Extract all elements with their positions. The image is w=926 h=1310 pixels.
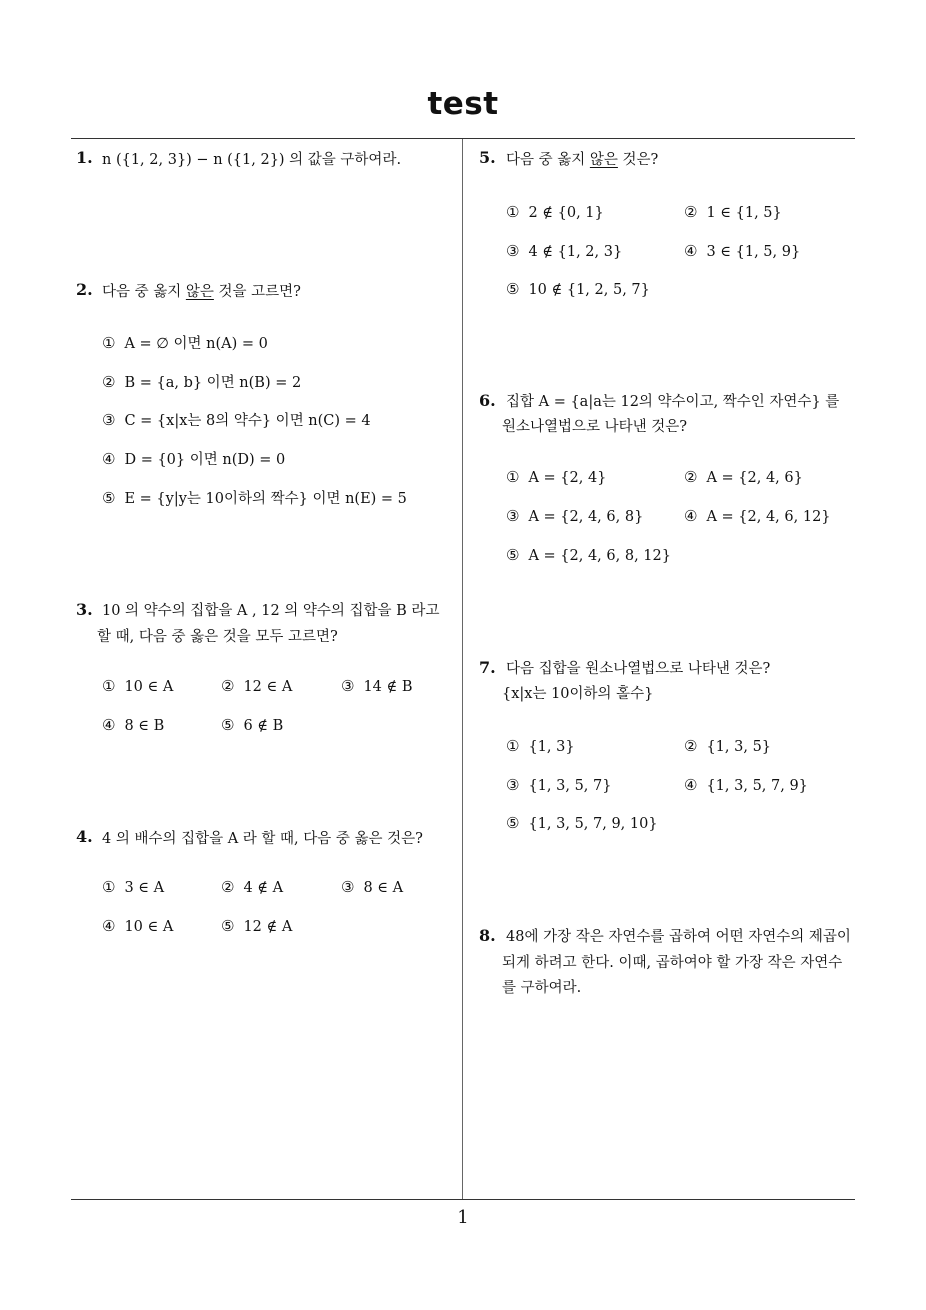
option-text: B = {a, b} 이면 n(B) = 2 (124, 375, 302, 391)
page-number: 1 (457, 1207, 469, 1228)
option-marker: ② (221, 677, 235, 695)
option-marker: ① (506, 737, 520, 755)
answer-option[interactable] (684, 736, 771, 757)
option-text: 6 ∉ B (243, 718, 284, 734)
answer-option[interactable] (506, 736, 575, 757)
answer-option[interactable] (684, 202, 782, 223)
option-marker: ① (102, 878, 116, 896)
option-text: A = {2, 4, 6, 8} (528, 509, 644, 525)
question-text-line-1: 10 의 약수의 집합을 A , 12 의 약수의 집합을 B 라고 (102, 603, 440, 619)
question-number: 8. (479, 926, 496, 945)
answer-option[interactable] (102, 410, 371, 431)
option-text: {1, 3, 5, 7, 9} (706, 778, 808, 794)
option-text: 4 ∉ {1, 2, 3} (528, 244, 623, 260)
option-marker: ① (102, 334, 116, 352)
answer-option[interactable] (684, 775, 808, 796)
option-marker: ④ (102, 716, 116, 734)
option-text: {1, 3, 5, 7} (528, 778, 612, 794)
question-text (506, 147, 658, 173)
option-marker: ⑤ (506, 814, 520, 832)
option-text: 14 ∉ B (363, 679, 413, 695)
answer-option[interactable] (684, 467, 803, 488)
question-text-post: 것을 고르면? (213, 284, 301, 300)
option-text: 8 ∈ A (363, 880, 404, 896)
option-text: {1, 3} (528, 739, 575, 755)
option-text: A = ∅ 이면 n(A) = 0 (124, 336, 268, 352)
option-marker: ③ (341, 878, 355, 896)
question-text-line-1: 다음 집합을 원소나열법으로 나타낸 것은? (506, 661, 771, 677)
option-text: D = {0} 이면 n(D) = 0 (124, 452, 286, 468)
answer-option[interactable] (506, 279, 650, 300)
option-marker: ① (506, 203, 520, 221)
question-text-line-1: 집합 A = {a|a는 12의 약수이고, 짝수인 자연수} 를 (506, 394, 840, 410)
answer-option[interactable] (221, 877, 283, 898)
question-text-post: 것은? (617, 152, 659, 168)
question-text-line-2: 되게 하려고 한다. 이때, 곱하여야 할 가장 작은 자연수 (502, 955, 843, 971)
option-marker: ④ (684, 776, 698, 794)
option-marker: ② (684, 737, 698, 755)
option-text: 10 ∈ A (124, 679, 174, 695)
answer-option[interactable] (102, 877, 164, 898)
question-text (102, 279, 301, 305)
option-marker: ④ (684, 507, 698, 525)
question-text: 4 의 배수의 집합을 A 라 할 때, 다음 중 옳은 것은? (102, 831, 423, 847)
answer-option[interactable] (506, 813, 658, 834)
question-number: 4. (76, 827, 93, 846)
option-text: 12 ∉ A (243, 919, 293, 935)
question-number: 7. (479, 658, 496, 677)
question-text-line-2: 할 때, 다음 중 옳은 것을 모두 고르면? (97, 629, 338, 645)
option-marker: ⑤ (506, 280, 520, 298)
option-marker: ⑤ (221, 917, 235, 935)
question-number: 5. (479, 148, 496, 167)
option-text: 3 ∈ A (124, 880, 165, 896)
question-number: 1. (76, 148, 93, 167)
option-text: C = {x|x는 8의 약수} 이면 n(C) = 4 (124, 413, 371, 429)
underlined-word: 않은 (589, 152, 618, 168)
question-number: 6. (479, 391, 496, 410)
option-text: 12 ∈ A (243, 679, 293, 695)
option-marker: ④ (102, 917, 116, 935)
option-text: E = {y|y는 10이하의 짝수} 이면 n(E) = 5 (124, 491, 407, 507)
question-number: 3. (76, 600, 93, 619)
option-text: 3 ∈ {1, 5, 9} (706, 244, 801, 260)
option-marker: ③ (341, 677, 355, 695)
answer-option[interactable] (506, 775, 611, 796)
answer-option[interactable] (506, 202, 604, 223)
document-title: test (427, 86, 499, 122)
question-number: 2. (76, 280, 93, 299)
answer-option[interactable] (102, 488, 407, 509)
answer-option[interactable] (102, 715, 164, 736)
option-text: {1, 3, 5} (706, 739, 772, 755)
option-marker: ④ (684, 242, 698, 260)
answer-option[interactable] (221, 715, 283, 736)
answer-option[interactable] (221, 916, 292, 937)
question-text-pre: 다음 중 옳지 (102, 284, 186, 300)
option-text: 10 ∈ A (124, 919, 174, 935)
option-marker: ④ (102, 450, 116, 468)
option-marker: ① (102, 677, 116, 695)
option-marker: ③ (102, 411, 116, 429)
question-text-line-2: 원소나열법으로 나타낸 것은? (502, 419, 688, 435)
option-marker: ② (684, 468, 698, 486)
option-marker: ⑤ (102, 489, 116, 507)
answer-option[interactable] (684, 506, 831, 527)
footer-rule (71, 1199, 855, 1200)
option-text: 2 ∉ {0, 1} (528, 205, 604, 221)
option-marker: ① (506, 468, 520, 486)
option-text: A = {2, 4} (528, 470, 607, 486)
answer-option[interactable] (506, 467, 606, 488)
answer-option[interactable] (221, 676, 292, 697)
option-marker: ② (102, 373, 116, 391)
answer-option[interactable] (102, 333, 268, 354)
option-marker: ② (221, 878, 235, 896)
option-text: 8 ∈ B (124, 718, 165, 734)
option-marker: ③ (506, 507, 520, 525)
question-text-pre: 다음 중 옳지 (506, 152, 590, 168)
option-text: A = {2, 4, 6} (706, 470, 803, 486)
underlined-word: 않은 (185, 284, 214, 300)
option-marker: ⑤ (506, 546, 520, 564)
option-text: A = {2, 4, 6, 12} (706, 509, 831, 525)
option-marker: ③ (506, 242, 520, 260)
option-text: 1 ∈ {1, 5} (706, 205, 782, 221)
answer-option[interactable] (506, 545, 671, 566)
answer-option[interactable] (102, 916, 173, 937)
answer-option[interactable] (506, 241, 622, 262)
answer-option[interactable] (341, 877, 403, 898)
question-text-line-3: 를 구하여라. (502, 980, 582, 996)
answer-option[interactable] (102, 676, 173, 697)
option-marker: ③ (506, 776, 520, 794)
answer-option[interactable] (102, 449, 285, 470)
option-marker: ② (684, 203, 698, 221)
option-text: 4 ∉ A (243, 880, 284, 896)
option-text: {1, 3, 5, 7, 9, 10} (528, 816, 658, 832)
answer-option[interactable] (684, 241, 800, 262)
answer-option[interactable] (506, 506, 643, 527)
question-text-line-1: 48에 가장 작은 자연수를 곱하여 어떤 자연수의 제곱이 (506, 929, 851, 945)
question-text: n ({1, 2, 3}) − n ({1, 2}) 의 값을 구하여라. (102, 152, 402, 168)
option-text: A = {2, 4, 6, 8, 12} (528, 548, 671, 564)
answer-option[interactable] (102, 372, 301, 393)
option-text: 10 ∉ {1, 2, 5, 7} (528, 282, 650, 298)
set-expression: {x|x는 10이하의 홀수} (502, 686, 654, 702)
column-divider (462, 139, 463, 1200)
header-rule (71, 138, 855, 139)
option-marker: ⑤ (221, 716, 235, 734)
answer-option[interactable] (341, 676, 413, 697)
